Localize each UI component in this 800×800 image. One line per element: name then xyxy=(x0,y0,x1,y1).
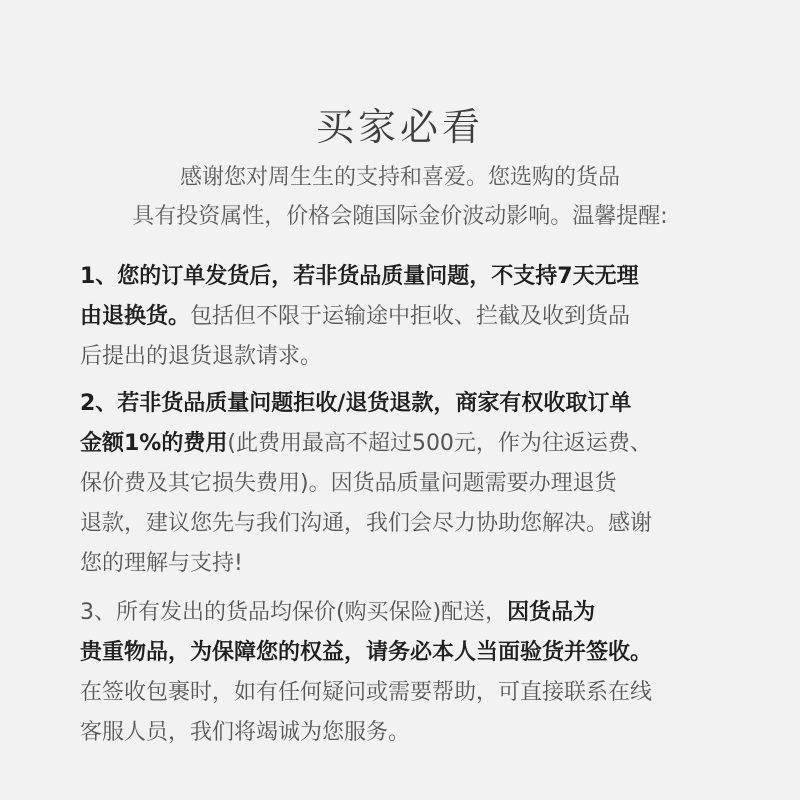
notice-1-bold-text-2: 由退换货。 xyxy=(80,304,191,329)
notice-2-line-5: 您的理解与支持! xyxy=(80,551,243,576)
notice-2-line-4: 退款，建议您先与我们沟通，我们会尽力协助您解决。感谢 xyxy=(80,511,653,536)
notice-3 xyxy=(80,593,730,753)
notice-3-line-2 xyxy=(80,633,730,673)
notice-2-line-2 xyxy=(80,424,730,464)
notice-2-line-3: 保价费及其它损失费用)。因货品质量问题需要办理退货 xyxy=(80,471,617,496)
intro-line-2: 具有投资属性，价格会随国际金价波动影响。温馨提醒: xyxy=(132,204,668,229)
notice-3-text: 3、所有发出的货品均保价(购买保险)配送， xyxy=(80,600,508,625)
notice-3-bold-text: 因货品为 xyxy=(507,600,596,625)
notice-1-bold-text: 1、您的订单发货后，若非货品质量问题，不支持7天无理 xyxy=(80,264,639,289)
notice-3-line-3: 在签收包裹时，如有任何疑问或需要帮助，可直接联系在线 xyxy=(80,680,653,705)
notice-1-line-3: 后提出的退货退款请求。 xyxy=(80,344,323,369)
notice-2-bold-text-2: 金额1%的费用 xyxy=(80,431,228,456)
notice-1-text: 包括但不限于运输途中拒收、拦截及收到货品 xyxy=(190,304,631,329)
notice-2-bold-text: 2、若非货品质量问题拒收/退货退款，商家有权收取订单 xyxy=(80,391,632,416)
intro-line-1: 感谢您对周生生的支持和喜爱。您选购的货品 xyxy=(179,165,620,190)
notice-3-line-4: 客服人员，我们将竭诚为您服务。 xyxy=(80,720,411,745)
notice-2 xyxy=(80,384,730,584)
page-title: 买家必看 xyxy=(315,105,484,149)
notice-2-text: (此费用最高不超过500元，作为往返运费、 xyxy=(227,431,652,456)
notice-2-line-1 xyxy=(80,384,730,424)
notice-1-line-2 xyxy=(80,297,730,337)
notice-3-bold-text-2: 贵重物品，为保障您的权益，请务必本人当面验货并签收。 xyxy=(80,640,653,665)
notice-1 xyxy=(80,257,730,377)
notice-1-line-1 xyxy=(80,257,730,297)
notice-3-line-1 xyxy=(80,593,730,633)
